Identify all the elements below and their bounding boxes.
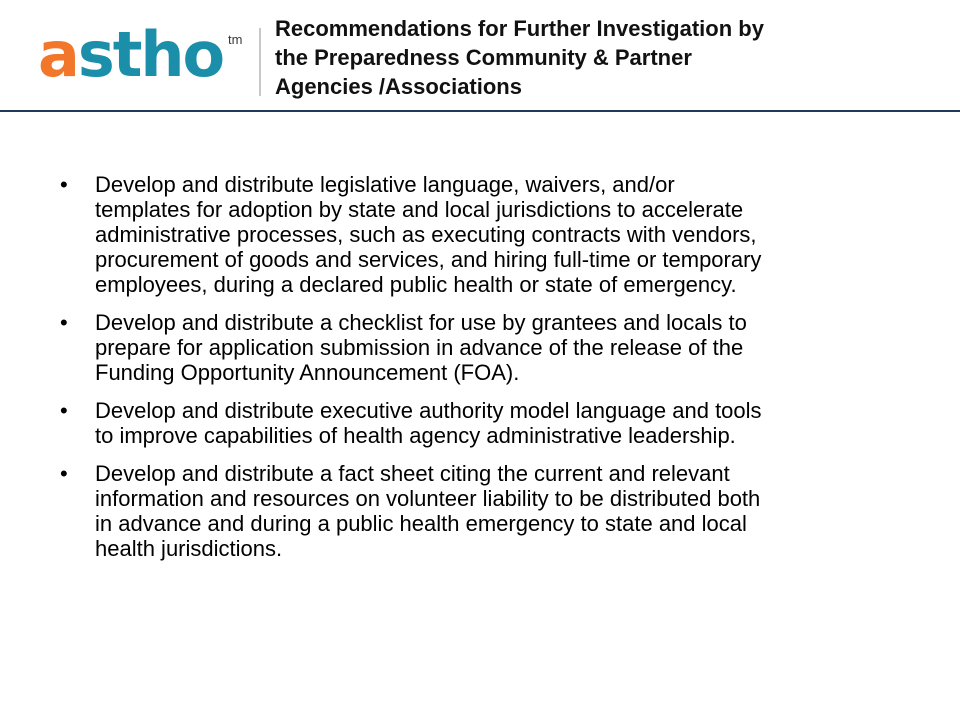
header-rule — [0, 110, 960, 112]
logo-letters-stho: stho — [77, 18, 224, 91]
bullet-line: employees, during a declared public health or state of emergency. — [95, 272, 737, 297]
bullet-item — [60, 461, 930, 561]
title-line: Agencies /Associations — [275, 74, 522, 99]
logo-letter-a: a — [38, 18, 78, 91]
title-line: the Preparedness Community & Partner — [275, 45, 692, 70]
bullet-line: prepare for application submission in advance of the release of the — [95, 335, 744, 360]
bullet-item — [60, 310, 930, 385]
bullet-list — [60, 172, 930, 574]
bullet-line: Develop and distribute a checklist for use by grantees and locals to — [95, 310, 747, 335]
bullet-line: administrative processes, such as executing contracts with vendors, — [95, 222, 757, 247]
bullet-text — [95, 310, 930, 385]
bullet-marker: • — [60, 172, 68, 197]
bullet-text — [95, 461, 930, 561]
bullet-line: templates for adoption by state and local jurisdictions to accelerate — [95, 197, 744, 222]
bullet-line: in advance and during a public health emergency to state and local — [95, 511, 747, 536]
bullet-line: Develop and distribute executive authority model language and tools — [95, 398, 762, 423]
bullet-item — [60, 172, 930, 297]
bullet-line: health jurisdictions. — [95, 536, 283, 561]
logo-wordmark — [38, 18, 224, 91]
bullet-marker: • — [60, 461, 68, 486]
bullet-text — [95, 172, 930, 297]
slide-header — [0, 0, 960, 112]
bullet-text — [95, 398, 930, 448]
logo-trademark: tm — [228, 32, 243, 47]
bullet-line: to improve capabilities of health agency administrative leadership. — [95, 423, 736, 448]
bullet-marker: • — [60, 310, 68, 335]
bullet-line: procurement of goods and services, and hiring full-time or temporary — [95, 247, 762, 272]
bullet-line: Develop and distribute legislative language, waivers, and/or — [95, 172, 675, 197]
title-line: Recommendations for Further Investigation by — [275, 16, 764, 41]
slide-title — [275, 14, 925, 101]
bullet-line: Funding Opportunity Announcement (FOA). — [95, 360, 520, 385]
bullet-line: information and resources on volunteer liability to be distributed both — [95, 486, 761, 511]
header-divider — [259, 28, 261, 96]
bullet-line: Develop and distribute a fact sheet citing the current and relevant — [95, 461, 730, 486]
bullet-item — [60, 398, 930, 448]
astho-logo — [38, 18, 248, 91]
bullet-marker: • — [60, 398, 68, 423]
